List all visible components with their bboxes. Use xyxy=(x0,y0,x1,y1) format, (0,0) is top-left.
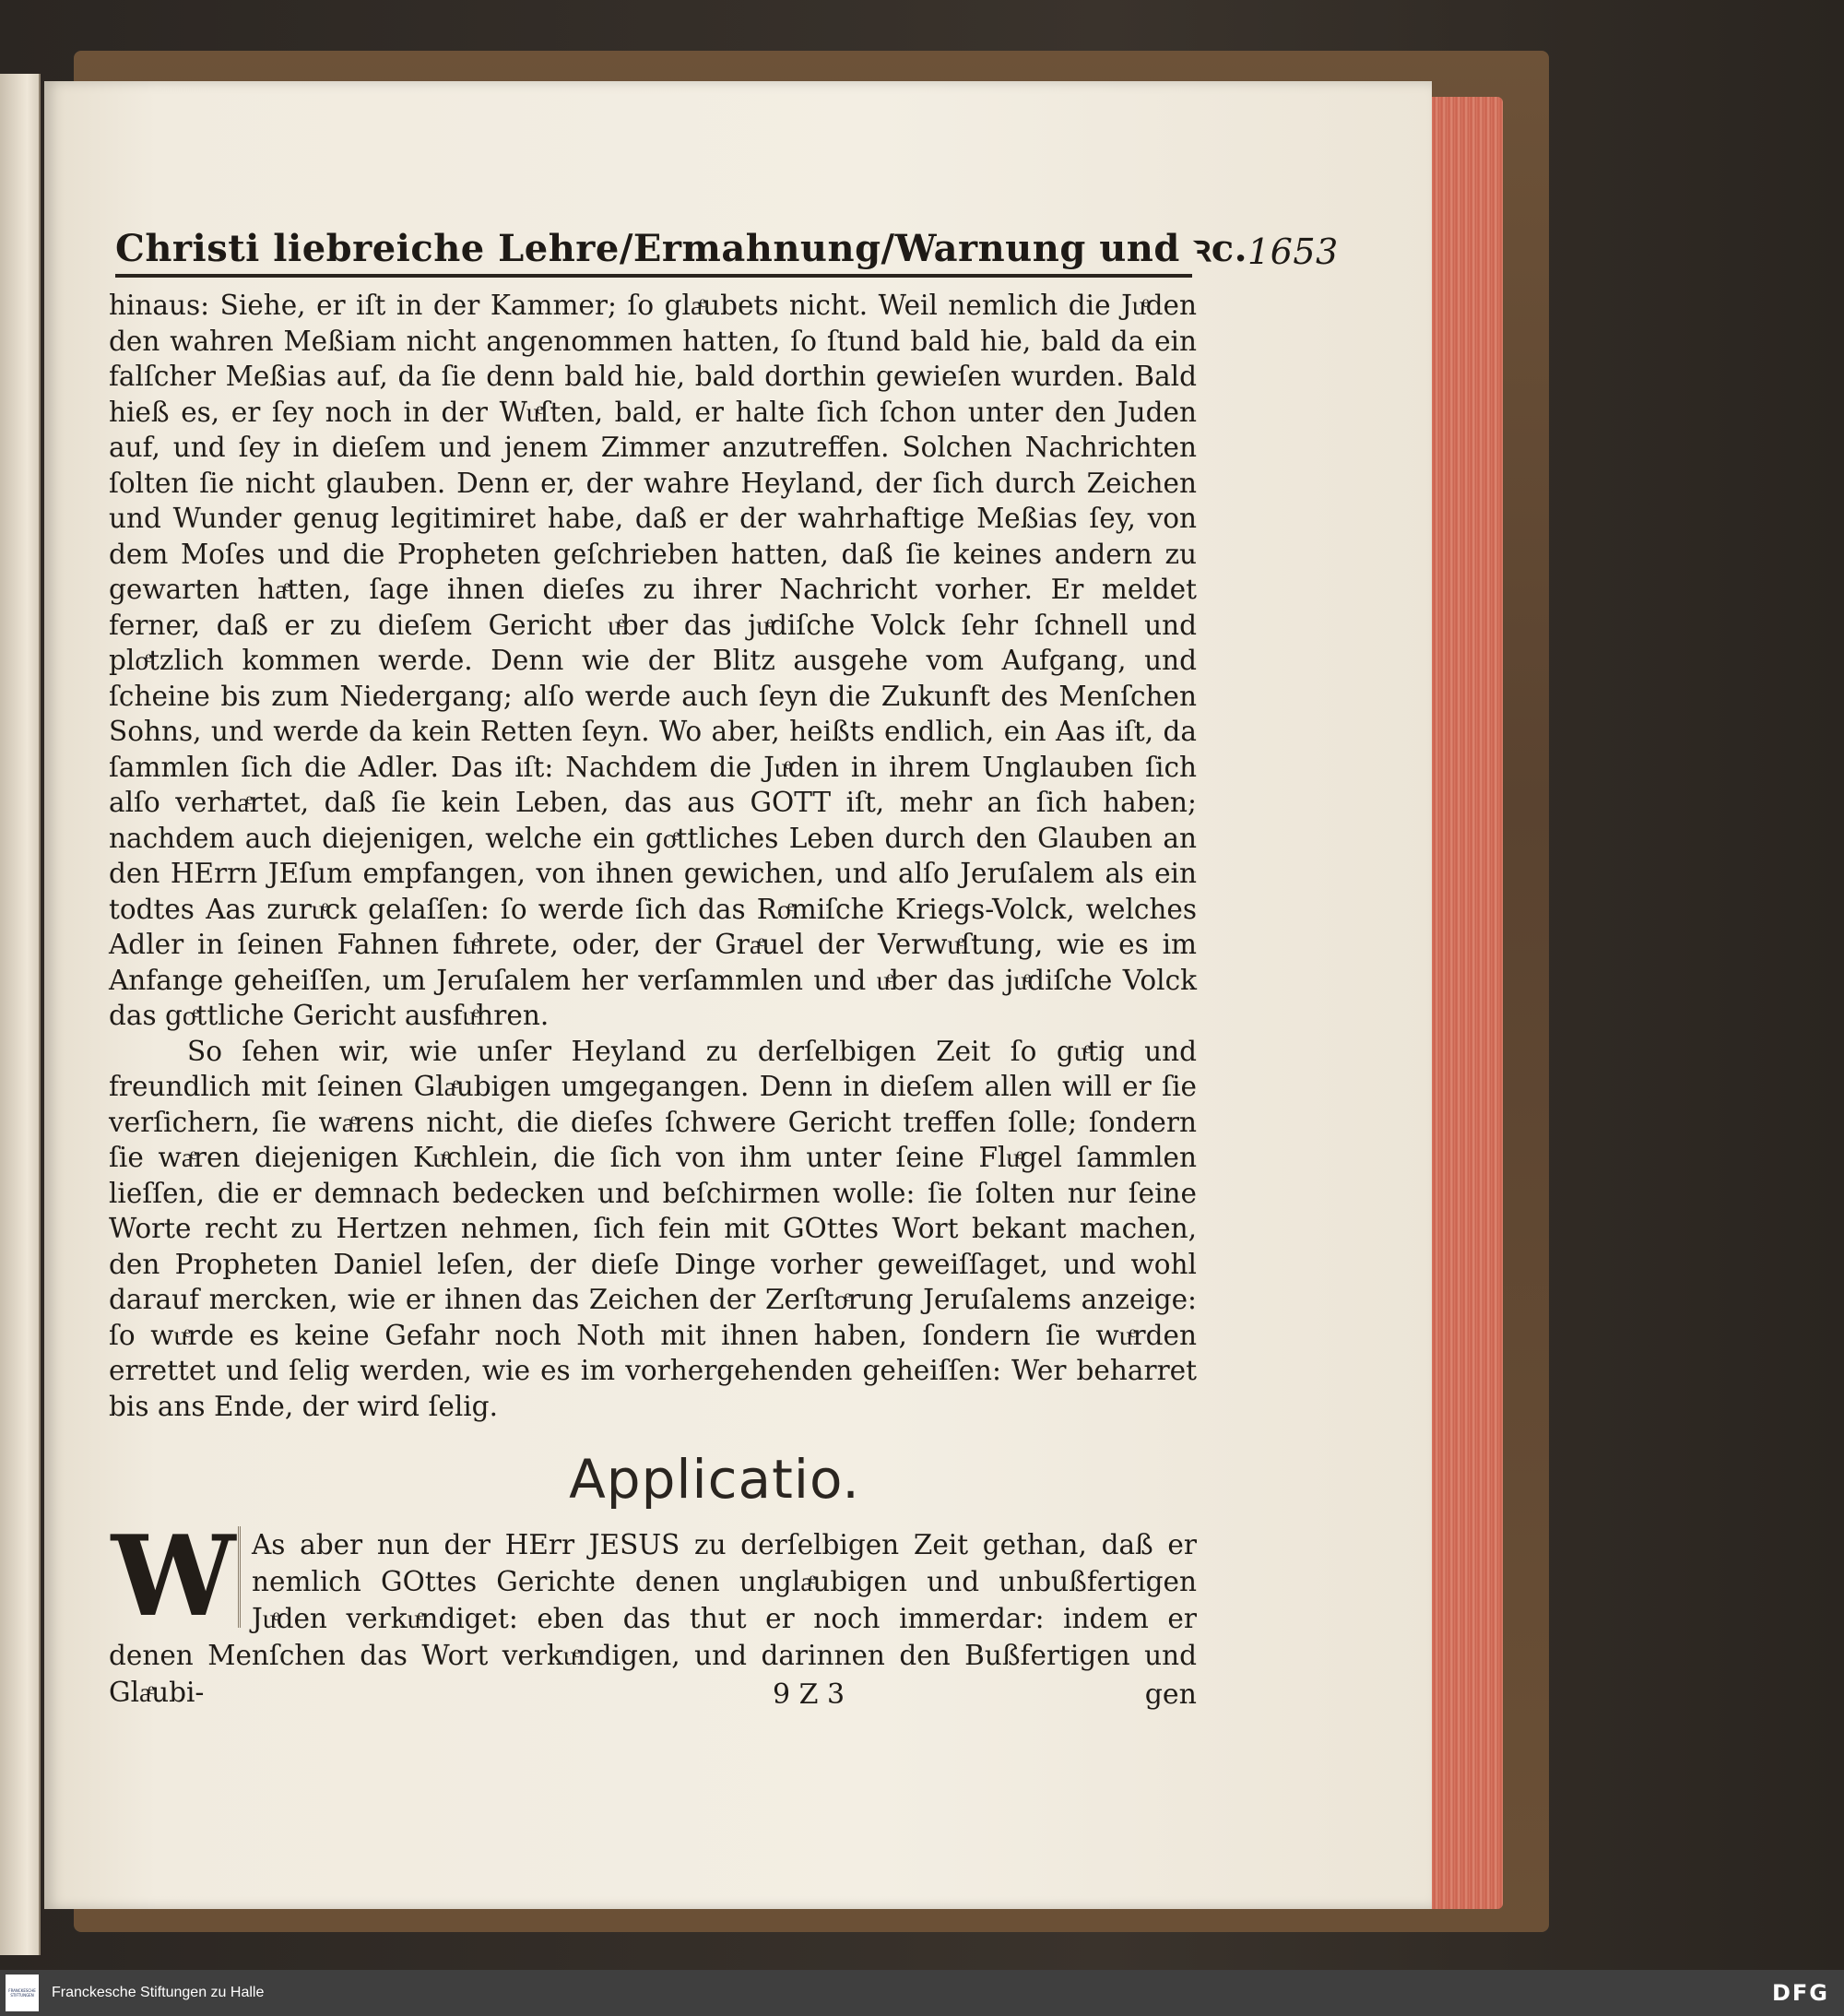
decorated-initial: W xyxy=(109,1526,241,1628)
paragraph-2: So ſehen wir, wie unſer Heyland zu derſelbigen Zeit ſo guͤtig und freundlich mit ſeinen Glaͤubigen umgegangen. Denn in dieſem allen will er ſie verſichern, ſie waͤrens nicht, die dieſes ſchwere Gericht treffen ſolle; ſondern ſie waͤren diejenigen Kuͤchlein, die ſich von ihm unter ſeine Fluͤgel ſammlen lieſſen, die er demnach bedecken und beſchirmen wolle: ſie ſolten nur ſeine Worte recht zu Hertzen nehmen, ſich fein mit GOttes Wort bekant machen, den Propheten Daniel leſen, der dieſe Dinge vorher geweiſſaget, und wohl darauf mercken, wie er ihnen das Zeichen der Zerſtoͤrung Jeruſalems anzeige: ſo wuͤrde es keine Gefahr noch Noth mit ihnen haben, ſondern ſie wuͤrden errettet und ſelig werden, wie es im vorhergehenden geheiſſen: Wer beharret bis ans Ende, der wird ſelig. xyxy=(109,1035,1197,1422)
page-number: 1653 xyxy=(1247,231,1339,272)
paragraph-1: hinaus: Siehe, er iſt in der Kammer; ſo glaͤubets nicht. Weil nemlich die Juͤden den wahren Meßiam nicht angenommen hatten, ſo ſtund bald hie, bald da ein falſcher Meßias auf, da ſie denn bald hie, bald dorthin gewieſen wurden. Bald hieß es, er ſey noch in der Wuͤſten, bald, er halte ſich ſchon unter den Juden auf, und ſey in dieſem und jenem Zimmer anzutreffen. Solchen Nachrichten ſolten ſie nicht glauben. Denn er, der wahre Heyland, der ſich durch Zeichen und Wunder genug legitimiret habe, daß er der wahrhaftige Meßias ſey, von dem Moſes und die Propheten geſchrieben hatten, daß ſie keines andern zu gewarten haͤtten, ſage ihnen dieſes zu ihrer Nachricht vorher. Er meldet ferner, daß er zu dieſem Gericht uͤber das juͤdiſche Volck ſehr ſchnell und ploͤtzlich kommen werde. Denn wie der Blitz ausgehe vom Aufgang, und ſcheine bis zum Niedergang; alſo werde auch ſeyn die Zukunft des Menſchen Sohns, und werde da kein Retten ſeyn. Wo aber, heißts endlich, ein Aas iſt, da ſammlen ſich die Adler. Das iſt: Nachdem die Juͤden in ihrem Unglauben ſich alſo verhaͤrtet, daß ſie kein Leben, das aus GOTT iſt, mehr an ſich haben; nachdem auch diejenigen, welche ein goͤttliches Leben durch den Glauben an den HErrn JEſum empfangen, von ihnen gewichen, und alſo Jeruſalem als ein todtes Aas zuruͤck gelaſſen: ſo werde ſich das Roͤmiſche Kriegs-Volck, welches Adler in ſeinen Fahnen fuͤhrete, oder, der Graͤuel der Verwuͤſtung, wie es im Anfange geheiſſen, um Jeruſalem her verſammlen und uͤber das juͤdiſche Volck das goͤttliche Gericht ausfuͤhren. xyxy=(109,290,1197,1031)
viewer-bottom-bar xyxy=(0,1970,1844,2016)
dfg-logo[interactable]: DFG xyxy=(1771,1980,1829,2006)
catchword: gen xyxy=(1144,1678,1197,1711)
application-text: As aber nun der HErr JESUS zu derſelbigen Zeit gethan, daß er nemlich GOttes Gerichte denen unglaͤubigen und unbußfertigen Juͤden verkuͤndiget: eben das thut er noch immerdar: indem er denen Menſchen das Wort verkuͤndigen, und darinnen den Bußfertigen und Glaͤubi- xyxy=(109,1529,1197,1708)
signature-mark: 9 Z 3 xyxy=(773,1678,845,1711)
institution-logo[interactable] xyxy=(6,1974,39,2011)
header-rule xyxy=(115,274,1192,278)
red-page-edges xyxy=(1424,97,1503,1909)
running-header xyxy=(115,208,1339,272)
institution-logo-text: FRANCKESCHE STIFTUNGEN xyxy=(8,1988,36,1998)
section-title: Applicatio. xyxy=(569,1448,860,1511)
left-page-edge xyxy=(0,74,41,1955)
institution-name[interactable]: Franckesche Stiftungen zu Halle xyxy=(52,1985,265,2000)
page-footer xyxy=(109,1678,1197,1715)
running-header-title: Christi liebreiche Lehre/Ermahnung/Warnung und ꝛc. xyxy=(115,227,1248,270)
main-text xyxy=(109,288,1197,1424)
